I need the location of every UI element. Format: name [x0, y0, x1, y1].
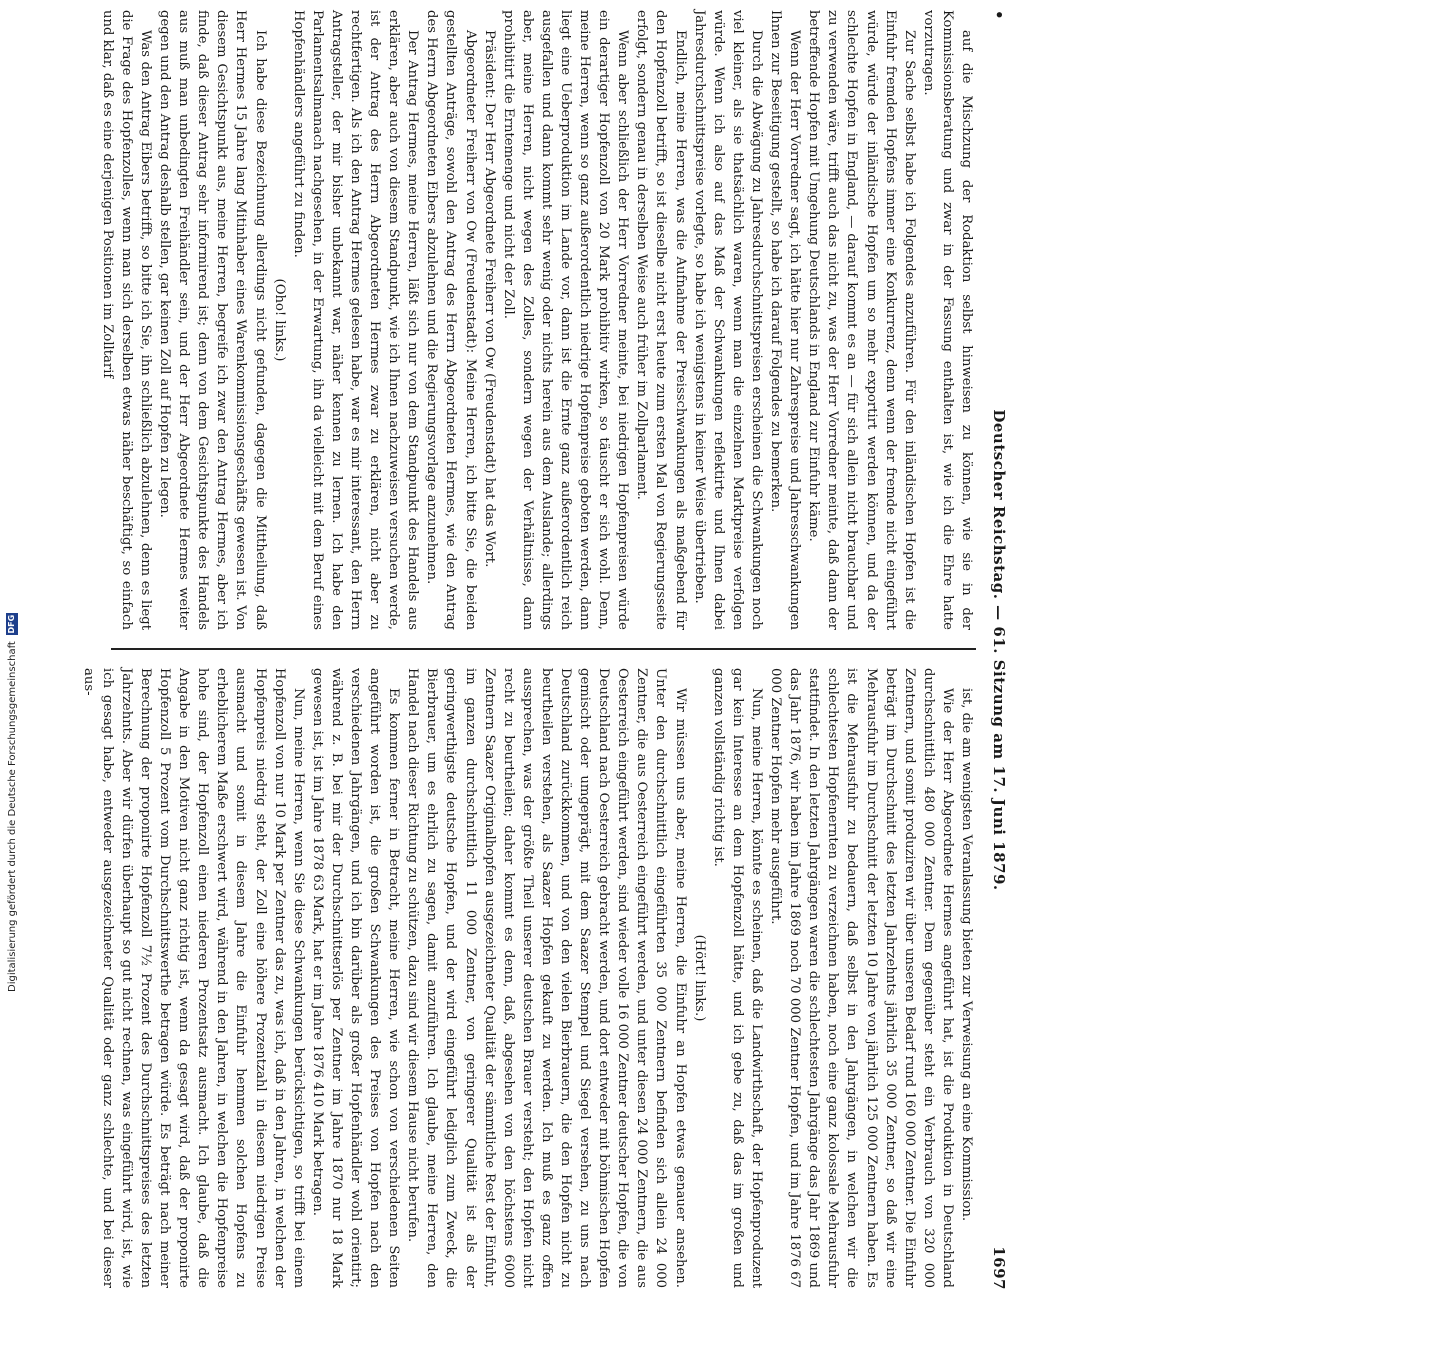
page-number: 1697: [990, 1246, 1008, 1290]
column-divider: [111, 648, 976, 650]
paragraph: Durch die Abwägung zu Jahresdurchschnittspreisen erscheinen die Schwankungen noch viel kleiner, als sie thatsächlich waren, wenn man die einzelnen Marktpreise verfolgen würde. Wenn ich also auf das Maß der Schwankungen reflektirte und Ihnen dabei Jahresdurchschnittspreise vorlegte, so habe ich wenigstens in keiner Weise übertrieben.: [691, 10, 764, 630]
paragraph: Wie der Herr Abgeordnete Hermes angeführt hat, ist die Produktion in Deutschland durchschnittlich 480 000 Zentner. Dem gegenüber steht ein Verbrauch von 320 000 Zentnern, und somit produziren wir über unseren Bedarf rund 160 000 Zentner. Die Einfuhr beträgt im Durchschnitt des letzten Jahrzehnts jährlich 35 000 Zentner, so daß wir eine Mehrausfuhr im Durchschnitt der letzten 10 Jahre von jährlich 125 000 Zentnern haben. Es ist die Mehrausfuhr zu bedauern, daß selbst in den Jahrgängen, in welchen wir die schlechtesten Hopfenernten zu verzeichnen haben, noch eine ganz kolossale Mehrausfuhr stattfindet. In den letzten Jahrgängen waren die schlechtesten Jahrgänge das Jahr 1869 und das Jahr 1876, wir haben im Jahre 1869 noch 70 000 Zentner Hopfen, und im Jahre 1876 67 000 Zentner Hopfen mehr ausgeführt.: [768, 668, 955, 1288]
document-page: [0, 10, 1250, 1290]
paragraph: Wenn der Herr Vorredner sagt, ich hätte hier nur Zahrespreise und Jahresschwankungen Ihnen zur Beseitigung gestellt, so habe ich darauf Folgendes zu bemerken.: [768, 10, 803, 630]
right-column: [80, 668, 976, 1288]
interjection: (Hört! links.): [691, 934, 707, 1022]
paragraph: auf die Mischzung der Rodaktion selbst hinweisen zu können, wie sie in der Kommissionsberatung und zwar in der Fassung enthalten ist, wie ich die Ehre hatte vorzutragen.: [920, 10, 974, 630]
interjection: (Oho! links.): [271, 278, 287, 362]
speaker-paragraph: Präsident: Der Herr Abgeordnete Freiherr von Ow (Freudenstadt) hat das Wort.: [481, 30, 497, 568]
running-title: Deutscher Reichstag. — 61. Sitzung am 17. Juni 1879.: [990, 409, 1008, 891]
paragraph: Ich habe diese Bezeichnung allerdings nicht gefunden, dagegen die Mittheilung, daß Herr Hermes 15 Jahre lang Mitinhaber eines Warenkommissionsgeschäfts gewesen ist. Von diesem Gesichtspunkt aus, meine Herren, begreife ich zwar den Antrag Hermes, aber ich finde, daß dieser Antrag sehr informirend ist; denn von dem Gesichtspunkte des Handels aus muß man unbedingten Freihändler sein, und der Herr Abgeordnete Hermes weiter gegen und den Antrag deshalb stellen, gar keinen Zoll auf Hopfen zu legen.: [157, 10, 268, 630]
credit-text: Digitalisierung gefördert durch die Deutsche Forschungsgemeinschaft: [6, 641, 18, 992]
paragraph: Nun, meine Herren, könnte es scheinen, daß die Landwirthschaft, der Hopfenproduzent gar kein Interesse an dem Hopfenzoll hätte, und ich gebe zu, daß das im großen und ganzen vollständig richtig ist.: [710, 668, 764, 1288]
digitization-credit: [0, 0, 24, 1000]
left-column: [99, 10, 976, 630]
dfg-logo: DFG: [7, 614, 16, 634]
paragraph: Wir müssen uns aber, meine Herren, die Einfuhr an Hopfen etwas genauer ansehen. Unter den durchschnittlich eingeführten 35 000 Zentnern befinden sich allein 24 000 Zentner, die aus Oesterreich eingeführt werden, und unter diesen 24 000 Zentnern, die aus Oesterreich eingeführt werden, sind wieder volle 16 000 Zentner deutscher Hopfen, die von Deutschland nach Oesterreich gebracht werden, und dort entweder mit böhmischen Hopfen gemischt oder umgeprägt, mit dem Saazer Stempel und Siegel versehen, zu uns nach Deutschland zurückkommen, und von den vielen Bierbrauern, die den Hopfen nicht zu beurtheilen verstehen, als Saazer Hopfen gekauft zu werden. Ich muß es ganz offen aussprechen, was der größte Theil unserer deutschen Brauer versteht; den Hopfen nicht recht zu beurtheilen; daher kommt es denn, daß, abgesehen von den höchstens 6000 Zentnern Saazer Originalhopfen ausgezeichneter Qualität der sämmtliche Rest der Einfuhr, im ganzen durchschnittlich 11 000 Zentner, von geringerer Qualität ist als der geringwerthigste deutsche Hopfen, und der wird eingeführt lediglich zum Zweck, die Bierbrauer, um es ehrlich zu sagen, damit anzuführen. Ich glaube, meine Herren, den Handel nach dieser Richtung zu schützen, dazu sind wir diesem Hause nicht berufen.: [405, 668, 688, 1288]
paragraph: Der Antrag Hermes, meine Herren, läßt sich nur von dem Standpunkt des Handels aus erklären, aber auch von diesem Standpunkt, wie ich Ihnen nachzuweisen versuchen werde, ist der Antrag des Herrn Abgeordneten Hermes zwar zu erklären, nicht aber zu rechtfertigen. Als ich den Antrag Hermes gelesen habe, war es mir interessant, den Herrn Antragsteller, der mir bisher unbekannt war, näher kennen zu lernen. Ich habe den Parlamentsalmanach nachgesehen, in der Erwartung, ihn da vielleicht mit dem Beruf eines Hopfenhändlers angeführt zu finden.: [290, 10, 421, 630]
header-mark: •: [990, 10, 1008, 21]
paragraph: Zur Sache selbst habe ich Folgendes anzuführen. Für den inländischen Hopfen ist die Einfuhr fremden Hopfens immer eine Konkurrenz, denn wenn der fremde nicht eingeführt würde, würde der inländische Hopfen um so mehr exportirt werden können, und da der schlechte Hopfen in England, — darauf kommt es an — für sich allein nicht brauchbar und zu verwenden wäre, trifft auch das nicht zu, was der Herr Vorredner meinte, daß dann der betreffende Hopfen mit Umgehung Deutschlands in England zur Einfuhr käme.: [806, 10, 917, 630]
speaker-paragraph: Abgeordneter Freiherr von Ow (Freudenstadt): Meine Herren, ich bitte Sie, die beiden gestellten Anträge, sowohl den Antrag des Herrn Abgeordneten Hermes, wie den Antrag des Herrn Abgeordneten Eibers abzulehnen und die Regierungsvorlage anzunehmen.: [424, 10, 478, 630]
running-header: [984, 10, 1008, 1290]
paragraph: Was den Antrag Eibers betrifft, so bitte ich Sie, ihn schließlich abzulehnen, denn es liegt die Frage des Hopfenzolles, wenn man sich derselben etwas näher beschäftigt, so einfach und klar, daß es eine derjenigen Positionen im Zolltarif: [99, 10, 153, 630]
paragraph: Es kommen ferner in Betracht, meine Herren, wie schon von verschiedenen Seiten angeführt worden ist, die großen Schwankungen des Preises von Hopfen nach den verschiedenen Jahrgängen, und ich bin darüber als großer Hopfenhändler wohl orientirt; während z. B. bei mir der Durchschnittserlös per Zentner im Jahre 1870 nur 18 Mark gewesen ist, ist im Jahre 1878 63 Mark, hat er im Jahre 1876 410 Mark betragen.: [309, 668, 402, 1288]
paragraph: ist, die am wenigsten Veranlassung bieten zur Verweisung an eine Kommission.: [959, 688, 974, 1222]
paragraph: Wenn aber schließlich der Herr Vorredner meinte, bei niedrigen Hopfenpreisen würde ein derartiger Hopfenzoll von 20 Mark prohibitiv wirken, so täuscht er sich wohl. Denn, meine Herren, wenn so ganz außerordentlich niedrige Hopfenpreise geboten werden, dann liegt eine Ueberproduktion im Lande vor, dann ist die Ernte ganz außerordentlich reich ausgefallen und dann kommt sehr wenig oder nichts herein aus dem Auslande; allerdings aber, meine Herren, nicht wegen des Zolles, sondern wegen der Verhältnisse, dann prohibitirt die Erntemenge und nicht der Zoll.: [500, 10, 631, 630]
paragraph: Nun, meine Herren, wenn Sie diese Schwankungen berücksichtigen, so trifft bei einem Hopfenzoll von nur 10 Mark per Zentner das zu, was ich, daß in den Jahren, in welchen der Hopfenpreis niedrig steht, der Zoll eine höhere Prozentzahl in diesem niedrigen Preise ausmacht und somit in diesem Jahre die Einfuhr hemmen solchen Hopfens zu erheblicherem Maße erschwert wird, während in den Jahren, in welchen die Hopfenpreise hohe sind, der Hopfenzoll einen niederen Prozentsatz ausmacht. Ich glaube, daß die Angabe in den Motiven nicht ganz richtig ist, wenn da gesagt wird, daß der proponirte Hopfenzoll 5 Prozent vom Durchschnittswerthe betragen würde. Es beträgt nach meiner Berechnung der proponirte Hopfenzoll 7½ Prozent des Durchschnittspreises des letzten Jahrzehnts. Aber wir dürfen überhaupt so gut nicht rechnen, was eingeführt wird, ist, wie ich gesagt habe, entweder ausgezeichneter Qualität oder ganz schlechte, und bei dieser aus-: [80, 668, 306, 1288]
paragraph: Endlich, meine Herren, was die Aufnahme der Preisschwankungen als maßgebend für den Hopfenzoll betrifft, so ist dieselbe nicht erst heute zum ersten Mal von Regierungsseite erfolgt, sondern genau in derselben Weise auch früher im Zollparlament.: [634, 10, 688, 630]
